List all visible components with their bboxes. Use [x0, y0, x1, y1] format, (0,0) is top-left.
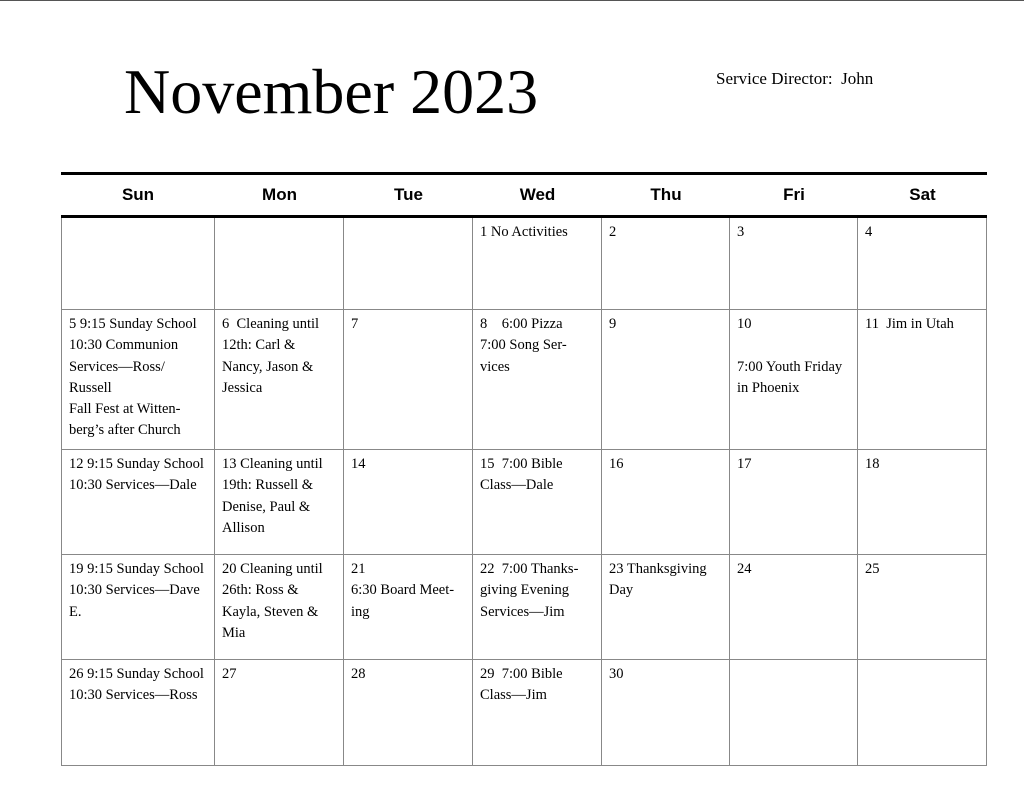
service-director: Service Director: John [716, 69, 874, 88]
day-cell [730, 660, 858, 765]
day-cell: 5 9:15 Sunday School 10:30 Communion Services—Ross/ Russell Fall Fest at Witten-berg’s after Church [61, 310, 215, 449]
day-cell: 20 Cleaning until 26th: Ross & Kayla, Steven & Mia [215, 555, 344, 659]
day-cell [61, 218, 215, 309]
day-cell: 15 7:00 Bible Class—Dale [473, 450, 602, 554]
day-cell: 16 [602, 450, 730, 554]
weekday-header-mon: Mon [262, 185, 297, 204]
day-cell: 3 [730, 218, 858, 309]
day-cell: 25 [858, 555, 987, 659]
day-cell: 19 9:15 Sunday School 10:30 Services—Dave E. [61, 555, 215, 659]
day-cell: 2 [602, 218, 730, 309]
week-row-2 [61, 310, 987, 450]
day-cell: 4 [858, 218, 987, 309]
day-cell: 17 [730, 450, 858, 554]
top-rule [0, 0, 1024, 1]
day-cell: 7 [344, 310, 473, 449]
weekday-header-sun: Sun [121, 185, 155, 204]
day-cell: 13 Cleaning until 19th: Russell & Denise, Paul & Allison [215, 450, 344, 554]
day-cell: 9 [602, 310, 730, 449]
day-cell: 28 [344, 660, 473, 765]
weekday-header-fri: Fri [783, 185, 805, 204]
day-cell: 18 [858, 450, 987, 554]
day-cell [215, 218, 344, 309]
weekday-header-thu: Thu [650, 185, 682, 204]
day-cell: 10 7:00 Youth Friday in Phoenix [730, 310, 858, 449]
day-cell: 1 No Activities [473, 218, 602, 309]
day-cell: 12 9:15 Sunday School 10:30 Services—Dale [61, 450, 215, 554]
day-cell: 26 9:15 Sunday School 10:30 Services—Ross [61, 660, 215, 765]
day-cell: 22 7:00 Thanks-giving Evening Services—Jim [473, 555, 602, 659]
day-cell: 8 6:00 Pizza 7:00 Song Ser-vices [473, 310, 602, 449]
calendar-grid [61, 172, 987, 766]
weekday-header-wed: Wed [519, 185, 556, 204]
weekday-header-tue: Tue [394, 185, 423, 204]
day-cell: 21 6:30 Board Meet-ing [344, 555, 473, 659]
week-row-3 [61, 450, 987, 555]
day-cell: 23 Thanksgiving Day [602, 555, 730, 659]
page-title: November 2023 [124, 56, 539, 127]
day-cell: 11 Jim in Utah [858, 310, 987, 449]
week-row-1 [61, 218, 987, 310]
day-cell: 27 [215, 660, 344, 765]
day-cell [344, 218, 473, 309]
week-row-4 [61, 555, 987, 660]
day-cell: 30 [602, 660, 730, 765]
day-cell: 24 [730, 555, 858, 659]
day-cell: 14 [344, 450, 473, 554]
day-cell: 6 Cleaning until 12th: Carl & Nancy, Jason & Jessica [215, 310, 344, 449]
weekday-header-row [61, 172, 987, 218]
day-cell: 29 7:00 Bible Class—Jim [473, 660, 602, 765]
day-cell [858, 660, 987, 765]
week-row-5 [61, 660, 987, 766]
weekday-header-sat: Sat [909, 185, 936, 204]
